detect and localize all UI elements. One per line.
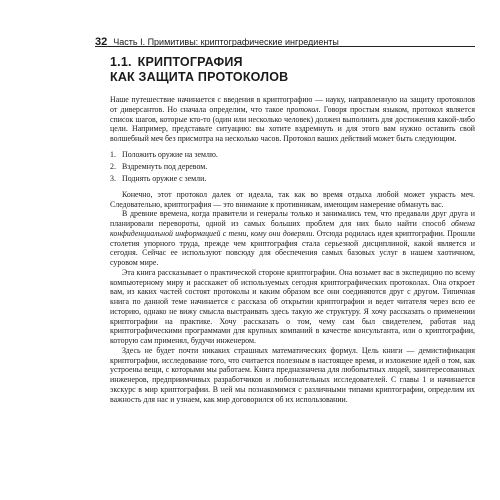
paragraph-5: Здесь не будет почти никаких страшных математических формул. Цель книги — демистификация криптографии, исследование того, что считается полезным в настоящее время, и изложение идей о том, как устроены вещи, с которыми мы работаем. Книга предназначена для любопытных людей, заинтересованных инженеров, предприимчивых разработчиков и любознательных исследователей. С главы 1 и начинается экскурс в мир криптографии. В ней мы познакомимся с различными типами криптографии, определим их важность для нас и узнаем, как мир договорился об их использовании. [110, 345, 475, 404]
section-heading [110, 55, 288, 85]
list-item [110, 162, 475, 172]
protocol-steps-list [110, 150, 475, 184]
list-item-text: Вздремнуть под деревом. [122, 161, 208, 171]
paragraph-3 [110, 209, 475, 268]
intro-text-end: . Говоря простым языком, протокол является список шагов, которые кто-то (один или несколько человек) должен выполнить для достижения какой-либо цели. Например, представьте ситуацию: вы хотите вздремнуть и для этого вам нужно оставить свой волшебный меч без присмотра на несколько часов. Протокол ваших действий может быть следующим. [110, 104, 475, 143]
list-item-number: 3. [110, 173, 116, 183]
list-item-text: Поднять оружие с земли. [122, 173, 207, 183]
list-item [110, 174, 475, 184]
section-number: 1.1. [110, 55, 132, 69]
list-item-number: 2. [110, 161, 116, 171]
section-title-line1: КРИПТОГРАФИЯ [137, 55, 243, 69]
paragraph-3-start: В древние времена, когда правители и генералы только и занимались тем, что предавали друг друга и планировали перевороты, одной из самых больших проблем для них было найти способ [110, 209, 475, 228]
list-item-number: 1. [110, 149, 116, 159]
intro-paragraph [110, 95, 475, 144]
paragraph-3-end: . Отсюда родилась идея криптографии. Прошли столетия упорного труда, прежде чем криптография стала серьезной дисциплиной, какой является и сегодня. Сейчас ее используют повсюду для обеспечения самых базовых услуг в нашем хаотичном, суровом мире. [110, 228, 475, 267]
paragraph-4: Эта книга рассказывает о практической стороне криптографии. Она возьмет вас в экспедицию по всему компьютерному миру и расскажет об используемых сегодня криптографических протоколах. Она откроет вам, из каких частей состоят протоколы и каким образом все они соединяются друг с другом. Типичная книга по данной теме начинается с рассказа об открытии криптографии и ведет читателя через всю ее историю, однако не вижу смысла выстраивать здесь такую же структуру. Я хочу рассказать о применении криптографии на практике. Хочу рассказать о том, чему сам был свидетелем, работая над криптографическими программами для крупных компаний в качестве консультанта, или о криптографии, которую сам применял, будучи инженером. [110, 267, 475, 345]
paragraph-3-emphasis: обмена конфиденциальной информацией с теми, кому они доверяли [110, 219, 475, 238]
list-item-text: Положить оружие на землю. [122, 149, 218, 159]
intro-emphasis: протокол [286, 104, 319, 114]
paragraph-2: Конечно, этот протокол далек от идеала, так как во время отдыха любой может украсть меч. Следовательно, криптография — это внимание к противникам, имеющим намерение обмануть вас. [110, 189, 475, 209]
body-text [110, 95, 475, 404]
section-title-line2: КАК ЗАЩИТА ПРОТОКОЛОВ [110, 70, 289, 84]
header-rule [95, 46, 475, 47]
intro-text-start: Наше путешествие начинается с введения в криптографию — науку, направленную на защиту протоколов от диверсантов. Но сначала определим, что такое [110, 95, 475, 114]
running-header [95, 30, 475, 48]
list-item [110, 150, 475, 160]
page-number: 32 [95, 36, 108, 48]
running-title: Часть I. Примитивы: криптографические ингредиенты [113, 37, 339, 47]
